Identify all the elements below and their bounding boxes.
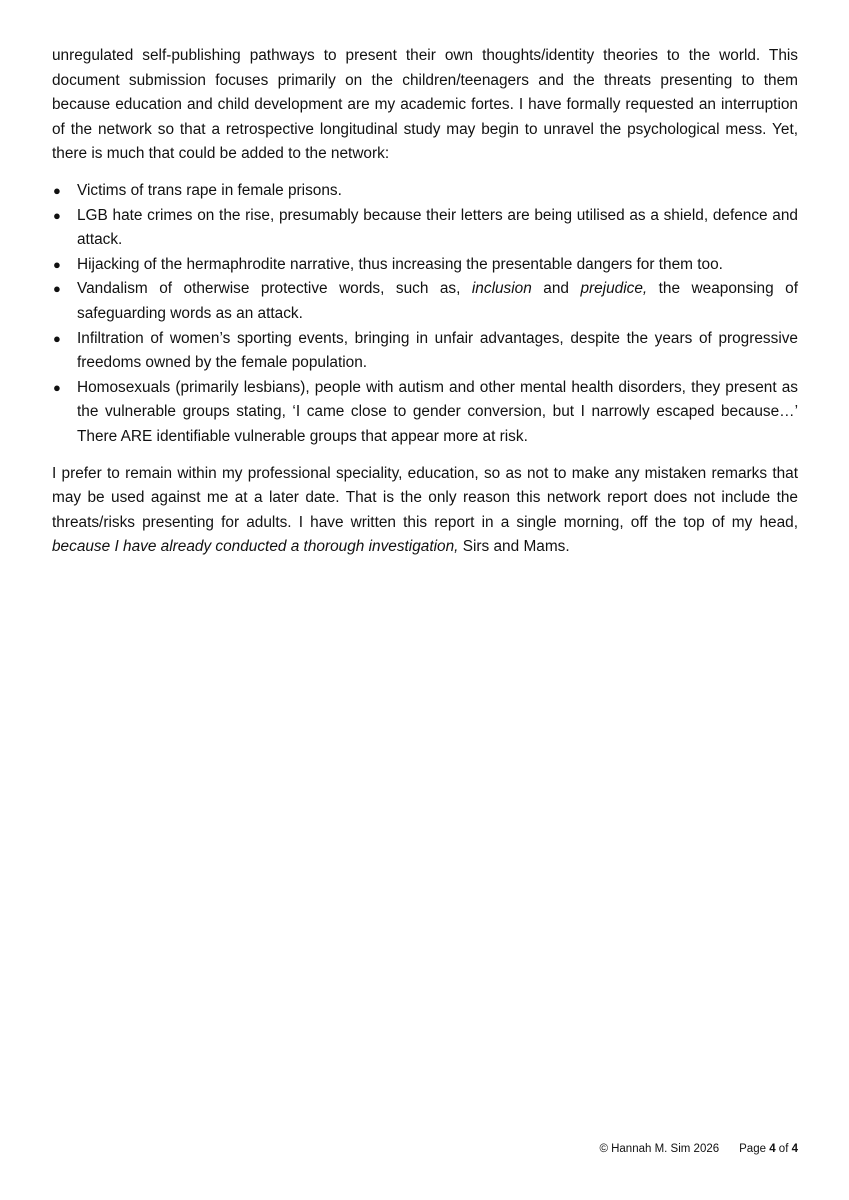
list-item-text: Vandalism of otherwise protective words, such as, [77, 280, 472, 298]
page-footer [599, 1141, 798, 1157]
document-body [52, 44, 798, 560]
closing-tail: Sirs and Mams. [458, 538, 570, 556]
list-item-text: Homosexuals (primarily lesbians), people with autism and other mental health disorders, they present as the vulnerable groups stating, ‘I came close to gender conversion, but I narrowly escaped because…’ There ARE identifiable vulnerable groups that appear more at risk. [77, 378, 798, 445]
page-number [739, 1143, 798, 1155]
list-item-text: LGB hate crimes on the rise, presumably because their letters are being utilised as a shield, defence and attack. [77, 206, 798, 249]
list-item-text: Hijacking of the hermaphrodite narrative, thus increasing the presentable dangers for them too. [77, 255, 723, 273]
list-item [52, 179, 798, 204]
bullet-dot-icon: ● [53, 330, 61, 346]
page-label: Page [739, 1143, 770, 1155]
closing-paragraph [52, 462, 798, 560]
list-item-text: and [531, 280, 581, 298]
list-item-text: Infiltration of women’s sporting events, bringing in unfair advantages, despite the years of progressive freedoms owned by the female population. [77, 329, 798, 372]
page-of-label: of [775, 1143, 792, 1155]
page-total: 4 [791, 1143, 798, 1155]
page-current: 4 [769, 1143, 776, 1155]
copyright-notice: © Hannah M. Sim 2026 [599, 1143, 720, 1155]
closing-italic-text: because I have already conducted a thorough investigation, [52, 538, 459, 556]
italic-term-prejudice: prejudice, [580, 280, 648, 298]
list-item [52, 376, 798, 450]
bullet-dot-icon: ● [53, 207, 61, 223]
list-item [52, 327, 798, 376]
bullet-dot-icon: ● [53, 256, 61, 272]
intro-paragraph: unregulated self-publishing pathways to present their own thoughts/identity theories to the world. This document submission focuses primarily on the children/teenagers and the threats presenting to them because education and child development are my academic fortes. I have formally requested an interruption of the network so that a retrospective longitudinal study may begin to unravel the psychological mess. Yet, there is much that could be added to the network: [52, 47, 798, 163]
list-item-text: the weaponsing of safeguarding words as an attack. [77, 280, 798, 322]
list-item-text: Victims of trans rape in female prisons. [77, 181, 342, 199]
bullet-dot-icon: ● [53, 182, 61, 198]
list-item [52, 277, 798, 326]
italic-term-inclusion: inclusion [471, 280, 532, 298]
list-item [52, 204, 798, 253]
closing-text: I prefer to remain within my professional speciality, education, so as not to make any mistaken remarks that may be used against me at a later date. That is the only reason this network report does not include the threats/risks presenting for adults. I have written this report in a single morning, off the top of my head, [52, 464, 798, 531]
bullet-list [52, 179, 798, 450]
bullet-dot-icon: ● [53, 379, 61, 395]
bullet-dot-icon: ● [53, 281, 61, 297]
list-item [52, 253, 798, 278]
